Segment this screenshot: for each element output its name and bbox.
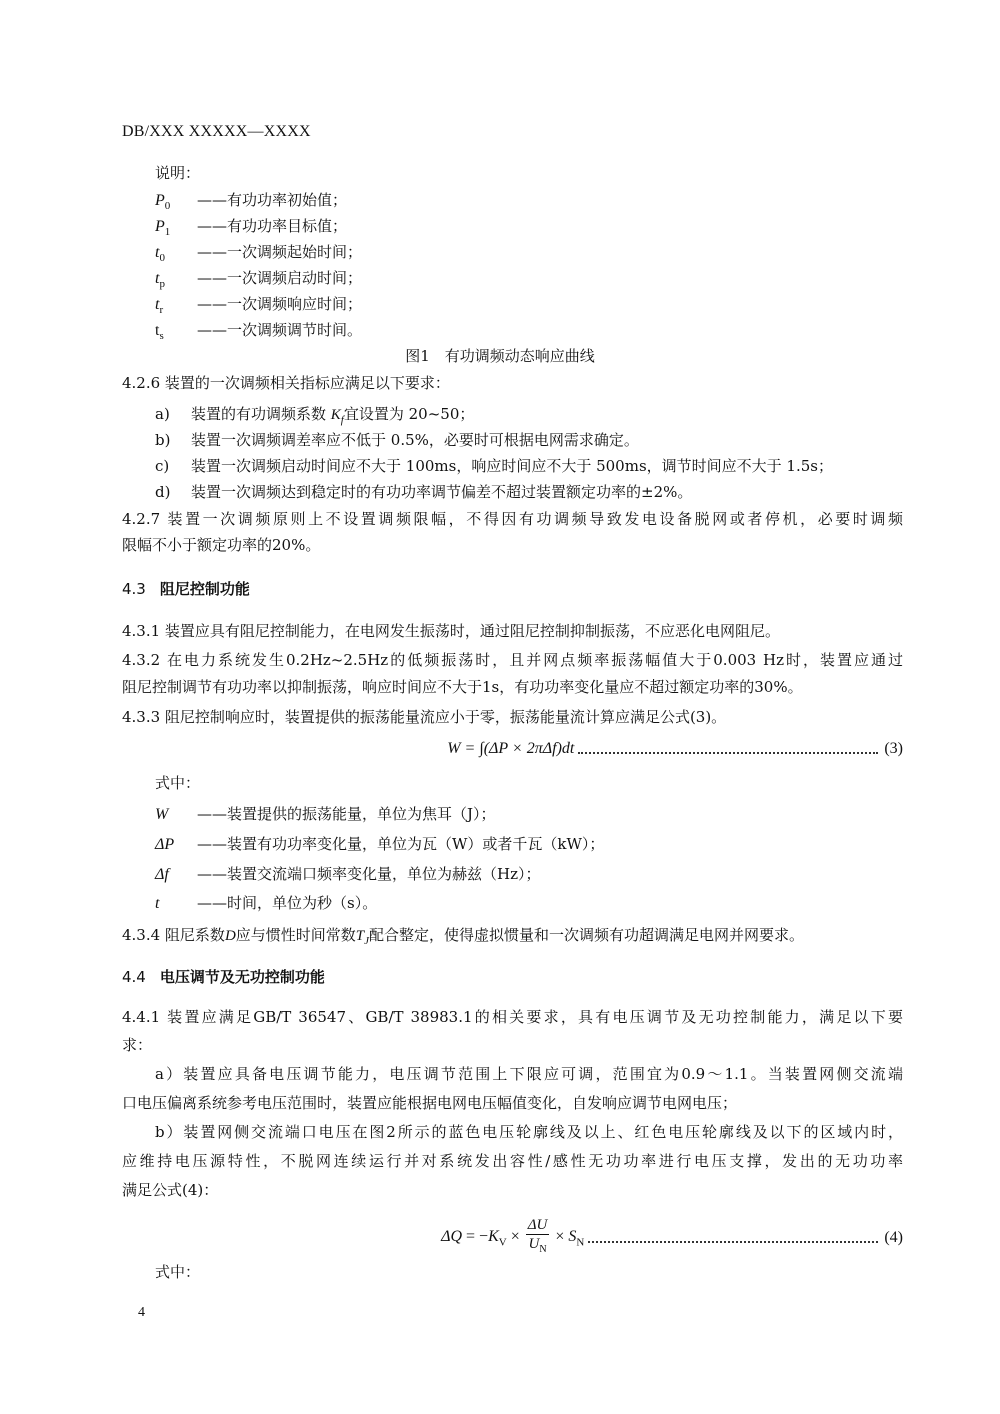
list-item: d) 装置一次调频达到稳定时的有功功率调节偏差不超过装置额定功率的±2%。 xyxy=(155,483,693,501)
legend-title: 式中： xyxy=(155,1263,201,1281)
document-header: DB/XXX XXXXX—XXXX xyxy=(122,123,311,140)
clause-4-4-1-a-line1: a）装置应具备电压调节能力，电压调节范围上下限应可调，范围宜为0.9～1.1。当装置网侧交流端 xyxy=(155,1065,903,1083)
clause-4-2-7-line1: 4.2.7 装置一次调频原则上不设置调频限幅，不得因有功调频导致发电设备脱网或者停机，必要时调频 xyxy=(122,510,903,528)
formula-4-expression: $\Delta Q = -K_V$ × $\frac{\Delta U}{U_N}$ × $S_N$ xyxy=(441,1216,584,1259)
fraction: $\frac{\Delta U}{U_N}$ xyxy=(527,1217,548,1255)
legend-item: Δf ——装置交流端口频率变化量，单位为赫兹（Hz）； xyxy=(155,865,541,883)
legend-item: $t_s$ ——一次调频调节时间。 xyxy=(155,321,363,343)
formula-4-number: (4) xyxy=(884,1228,903,1246)
list-item: c) 装置一次调频启动时间应不大于 100ms，响应时间应不大于 500ms，调节时间应不大于 1.5s； xyxy=(155,457,833,475)
clause-4-3-3: 4.3.3 阻尼控制响应时，装置提供的振荡能量流应小于零，振荡能量流计算应满足公式(3)。 xyxy=(122,708,727,726)
clause-4-4-1-line2: 求： xyxy=(122,1036,153,1054)
legend-item: $P_0$ ——有功功率初始值； xyxy=(155,191,348,213)
formula-3 xyxy=(122,740,903,758)
clause-4-4-1-a-line2: 口电压偏离系统参考电压范围时，装置应能根据电网电压幅值变化，自发响应调节电网电压； xyxy=(122,1094,738,1112)
clause-4-2-7-line2: 限幅不小于额定功率的20%。 xyxy=(122,536,321,554)
legend-item: W ——装置提供的振荡能量，单位为焦耳（J）； xyxy=(155,805,496,823)
legend-title: 式中： xyxy=(155,774,201,792)
list-item: b) 装置一次调频调差率应不低于 0.5%，必要时可根据电网需求确定。 xyxy=(155,431,639,449)
formula-4 xyxy=(122,1216,903,1259)
figure-caption: 图1 有功调频动态响应曲线 xyxy=(405,347,595,365)
formula-leader xyxy=(578,752,878,754)
formula-3-number: (3) xyxy=(884,740,903,757)
legend-item: $t_p$ ——一次调频启动时间； xyxy=(155,269,363,291)
clause-4-4-1-b-line2: 应维持电压源特性，不脱网连续运行并对系统发出容性/感性无功功率进行电压支撑，发出的无功功率 xyxy=(122,1152,903,1170)
clause-4-3-2-line2: 阻尼控制调节有功功率以抑制振荡，响应时间应不大于1s，有功功率变化量应不超过额定功率的30%。 xyxy=(122,678,803,696)
list-item: a) 装置的有功调频系数 $K_f$宜设置为 20~50； xyxy=(155,405,475,426)
formula-leader xyxy=(588,1241,878,1243)
legend-title: 说明： xyxy=(155,164,201,182)
clause-4-4-1-b-line3: 满足公式(4)： xyxy=(122,1181,219,1199)
clause-4-3-4: 4.3.4 阻尼系数D应与惯性时间常数$T_J$配合整定，使得虚拟惯量和一次调频有功超调满足电网并网要求。 xyxy=(122,926,805,947)
page-number: 4 xyxy=(138,1305,145,1320)
clause-4-4-1-b-line1: b）装置网侧交流端口电压在图2所示的蓝色电压轮廓线及以上、红色电压轮廓线及以下的区域内时， xyxy=(155,1123,903,1141)
clause-4-3-2-line1: 4.3.2 在电力系统发生0.2Hz~2.5Hz的低频振荡时，且并网点频率振荡幅值大于0.003 Hz时，装置应通过 xyxy=(122,651,903,669)
section-heading-4-4: 4.4 电压调节及无功控制功能 xyxy=(122,968,325,986)
clause-4-3-1: 4.3.1 装置应具有阻尼控制能力，在电网发生振荡时，通过阻尼控制抑制振荡，不应恶化电网阻尼。 xyxy=(122,622,780,640)
legend-item: t ——时间，单位为秒（s）。 xyxy=(155,894,378,912)
clause-4-2-6: 4.2.6 装置的一次调频相关指标应满足以下要求： xyxy=(122,374,450,392)
legend-item: ΔP ——装置有功功率变化量，单位为瓦（W）或者千瓦（kW）； xyxy=(155,835,605,853)
clause-4-4-1-line1: 4.4.1 装置应满足GB/T 36547、GB/T 38983.1的相关要求，具有电压调节及无功控制能力，满足以下要 xyxy=(122,1008,903,1026)
section-heading-4-3: 4.3 阻尼控制功能 xyxy=(122,580,250,598)
legend-item: $t_0$ ——一次调频起始时间； xyxy=(155,243,363,265)
legend-item: $t_r$ ——一次调频响应时间； xyxy=(155,295,363,317)
legend-item: $P_1$ ——有功功率目标值； xyxy=(155,217,348,239)
formula-3-expression: W = ∫(ΔP × 2πΔf)dt xyxy=(447,740,575,757)
